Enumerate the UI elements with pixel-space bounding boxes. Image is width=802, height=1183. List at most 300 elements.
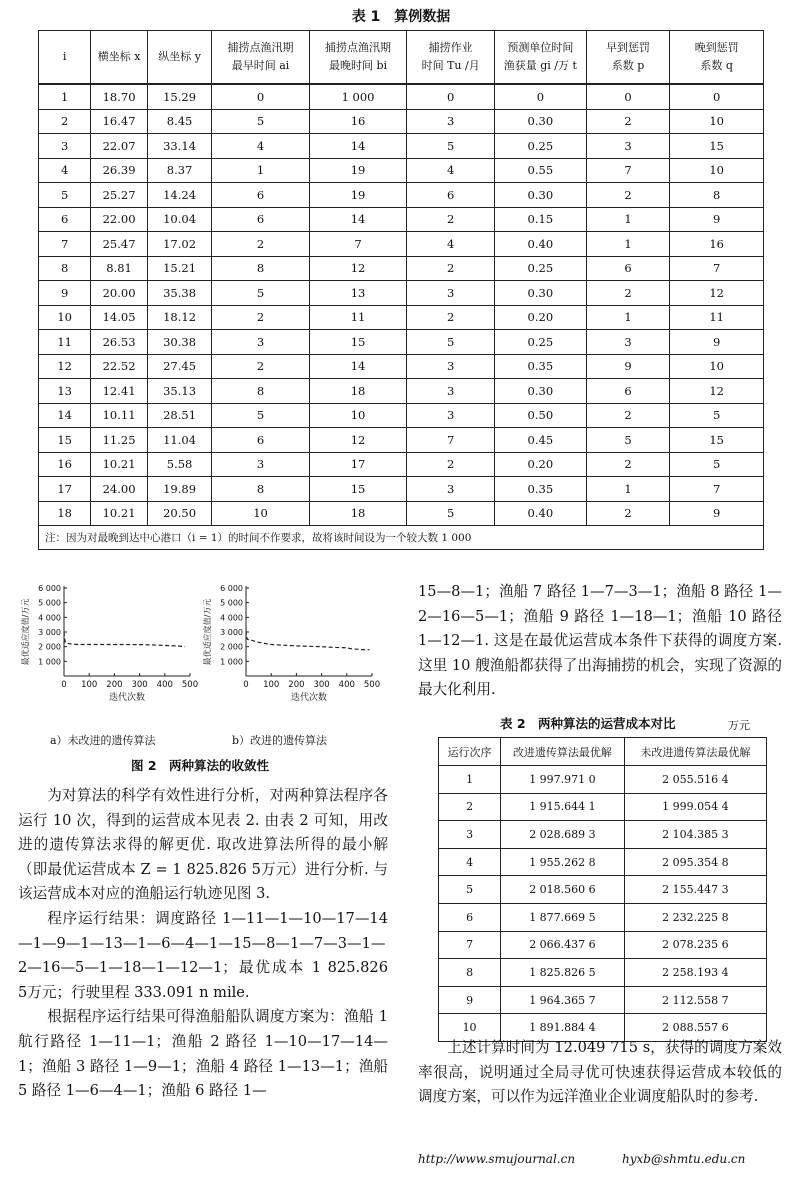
table1-cell: 0.30 <box>494 109 586 134</box>
table1-cell: 16.47 <box>91 109 148 134</box>
table1-cell: 8.45 <box>147 109 211 134</box>
table1-row <box>39 281 764 306</box>
table2-cell: 6 <box>439 903 501 931</box>
table1-cell: 2 <box>212 354 309 379</box>
table1-header-line1: i <box>62 50 67 63</box>
table2-cell: 2 055.516 4 <box>624 766 766 794</box>
table1-cell: 20.50 <box>147 501 211 526</box>
table1-cell: 0.45 <box>494 428 586 453</box>
table1-cell: 10 <box>39 305 91 330</box>
paragraph-3: 根据程序运行结果可得渔船船队调度方案为：渔船 1 航行路径 1—11—1；渔船 2 路径 1—10—17—14—1；渔船 3 路径 1—9—1；渔船 4 路径 1—13—1；渔船 5 路径 1—6—4—1；渔船 6 路径 1— <box>18 1008 388 1100</box>
table1-cell: 7 <box>670 256 764 281</box>
table1-cell: 6 <box>212 207 309 232</box>
chart-a-unimproved-ga <box>20 584 198 703</box>
table2-cell: 1 964.365 7 <box>501 986 625 1014</box>
table2-row <box>439 793 767 821</box>
table1-cell: 2 <box>586 183 670 208</box>
table1-row <box>39 354 764 379</box>
right-column-text-bottom: 上述计算时间为 12.049 715 s，获得的调度方案效率很高，说明通过全局寻优可快速获得运营成本较低的调度方案，可以作为远洋渔业企业调度船队时的参考. <box>418 1039 782 1106</box>
table2-caption: 表 2 两种算法的运营成本对比 <box>500 716 676 731</box>
table1-cell: 0.30 <box>494 183 586 208</box>
table1-cell: 26.39 <box>91 158 148 183</box>
table2-row <box>439 903 767 931</box>
table2-cell: 2 104.385 3 <box>624 821 766 849</box>
y-tick-label: 5 000 <box>38 598 61 608</box>
y-tick-label: 3 000 <box>38 628 61 637</box>
table2-cell: 1 877.669 5 <box>501 903 625 931</box>
table2-header-cell: 运行次序 <box>439 738 501 766</box>
table1-cell: 5 <box>212 281 309 306</box>
table2-cell: 2 078.235 6 <box>624 931 766 959</box>
table1-cell: 7 <box>670 477 764 502</box>
table1-cell: 5 <box>212 403 309 428</box>
table2-cell: 1 <box>439 766 501 794</box>
table1-cell: 6 <box>407 183 495 208</box>
figure2-charts <box>18 578 398 718</box>
table1-header-line2: 系数 p <box>611 59 645 72</box>
table1-cell: 14 <box>309 207 407 232</box>
table2-cell: 2 018.560 6 <box>501 876 625 904</box>
table1-cell: 16 <box>670 232 764 257</box>
table2-body <box>439 766 767 1042</box>
table1-cell: 0.25 <box>494 330 586 355</box>
table1-cell: 16 <box>309 109 407 134</box>
table1-cell: 8 <box>670 183 764 208</box>
table2-cell: 1 999.054 4 <box>624 793 766 821</box>
table2-row <box>439 931 767 959</box>
table1-cell: 10.04 <box>147 207 211 232</box>
table2-cell: 1 955.262 8 <box>501 848 625 876</box>
table1-cell: 18.70 <box>91 84 148 109</box>
table2-cell: 2 155.447 3 <box>624 876 766 904</box>
table1-cell: 5 <box>407 501 495 526</box>
table1-cell: 12 <box>670 379 764 404</box>
table1-header-line1: 捕捞作业 <box>428 41 473 54</box>
table1-cell: 10.21 <box>91 452 148 477</box>
table1-cell: 3 <box>39 134 91 159</box>
table2-cell: 2 028.689 3 <box>501 821 625 849</box>
table1-cell: 35.13 <box>147 379 211 404</box>
table2-header-row <box>439 738 767 766</box>
table1-cell: 8.37 <box>147 158 211 183</box>
table1-cell: 27.45 <box>147 354 211 379</box>
table1-cell: 9 <box>670 207 764 232</box>
table2-cell: 1 891.884 4 <box>501 1014 625 1042</box>
table1-cell: 11.25 <box>91 428 148 453</box>
x-tick-label: 400 <box>338 680 355 690</box>
x-tick-label: 500 <box>181 680 199 690</box>
table2-cell: 2 088.557 6 <box>624 1014 766 1042</box>
table1-cell: 7 <box>586 158 670 183</box>
table1-row <box>39 452 764 477</box>
table1-header-line1: 捕捞点渔汛期 <box>227 41 294 54</box>
table1-cell: 0.30 <box>494 281 586 306</box>
table1-cell: 14 <box>309 354 407 379</box>
table1-header-line2: 最早时间 ai <box>231 59 290 72</box>
table1-cell: 0.40 <box>494 501 586 526</box>
table1-cell: 12 <box>670 281 764 306</box>
table1-cell: 9 <box>670 501 764 526</box>
table1-header-line1: 晚到惩罚 <box>694 41 739 54</box>
table1-cell: 24.00 <box>91 477 148 502</box>
table1-cell: 1 000 <box>309 84 407 109</box>
table1-cell: 0 <box>407 84 495 109</box>
table1-header-cell <box>407 31 495 85</box>
table1-cell: 26.53 <box>91 330 148 355</box>
table1-cell: 2 <box>407 452 495 477</box>
table1-cell: 10 <box>309 403 407 428</box>
table1-cell: 1 <box>586 232 670 257</box>
table1-cell: 15 <box>309 330 407 355</box>
table1-header-line1: 预测单位时间 <box>507 41 574 54</box>
table1-cell: 1 <box>39 84 91 109</box>
table2-cell: 2 095.354 8 <box>624 848 766 876</box>
table1-cell: 0.25 <box>494 256 586 281</box>
table1-cell: 8 <box>212 379 309 404</box>
table1-cell: 10 <box>670 109 764 134</box>
table1-cell: 22.52 <box>91 354 148 379</box>
table1-cell: 10 <box>212 501 309 526</box>
table1-cell: 0.20 <box>494 305 586 330</box>
x-tick-label: 300 <box>131 680 148 690</box>
table1-cell: 2 <box>586 109 670 134</box>
series-line <box>246 631 370 650</box>
table1-cell: 19 <box>309 183 407 208</box>
left-column-text <box>18 784 388 1104</box>
figure2-caption: 图 2 两种算法的收敛性 <box>130 758 270 773</box>
x-tick-label: 300 <box>313 680 330 690</box>
y-axis-label: 最优适应度值/万元 <box>21 598 30 666</box>
table1-cell: 19.89 <box>147 477 211 502</box>
table1-header-cell <box>309 31 407 85</box>
y-axis-label: 最优适应度值/万元 <box>203 598 212 666</box>
table1-cell: 35.38 <box>147 281 211 306</box>
table1-cell: 33.14 <box>147 134 211 159</box>
table1-cell: 3 <box>212 452 309 477</box>
table1-cell: 14.24 <box>147 183 211 208</box>
x-tick-label: 400 <box>156 680 173 690</box>
table1-caption: 表 1 算例数据 <box>351 9 451 25</box>
table1-cell: 3 <box>586 330 670 355</box>
table1-note: 注：因为对最晚到达中心港口（i = 1）的时间不作要求，故将该时间设为一个较大数 1 000 <box>39 526 764 550</box>
table1-cell: 20.00 <box>91 281 148 306</box>
table1-cell: 6 <box>586 379 670 404</box>
table1-cell: 13 <box>39 379 91 404</box>
table1-cell: 19 <box>309 158 407 183</box>
table1-header-cell <box>494 31 586 85</box>
table1-cell: 17.02 <box>147 232 211 257</box>
table1-cell: 12 <box>309 428 407 453</box>
table1-cell: 28.51 <box>147 403 211 428</box>
table1-cell: 11 <box>309 305 407 330</box>
table1-header-line2: 系数 q <box>700 59 733 72</box>
table1-cell: 22.00 <box>91 207 148 232</box>
table1-cell: 14 <box>39 403 91 428</box>
table1-cell: 22.07 <box>91 134 148 159</box>
table1-cell: 5 <box>212 109 309 134</box>
table1-cell: 12 <box>309 256 407 281</box>
table2-cell: 10 <box>439 1014 501 1042</box>
table1-header-cell <box>586 31 670 85</box>
table2-header-cell: 未改进遗传算法最优解 <box>624 738 766 766</box>
table1-cell: 6 <box>212 183 309 208</box>
y-tick-label: 2 000 <box>220 642 243 652</box>
table1-cell: 3 <box>407 109 495 134</box>
table2-cell: 1 825.826 5 <box>501 959 625 987</box>
table1-row <box>39 330 764 355</box>
x-tick-label: 500 <box>363 680 381 690</box>
y-tick-label: 3 000 <box>220 628 243 637</box>
table2-cell: 7 <box>439 931 501 959</box>
series-line <box>64 632 185 647</box>
table1-row <box>39 428 764 453</box>
x-tick-label: 200 <box>288 680 305 690</box>
table1-cell: 18 <box>309 379 407 404</box>
figure2-sub-b: b）改进的遗传算法 <box>232 734 328 747</box>
table1 <box>38 30 764 550</box>
table1-cell: 17 <box>39 477 91 502</box>
table1-cell: 1 <box>586 305 670 330</box>
x-tick-label: 100 <box>81 680 98 690</box>
table1-cell: 18 <box>39 501 91 526</box>
table1-row <box>39 379 764 404</box>
table1-cell: 10 <box>670 158 764 183</box>
table1-row <box>39 207 764 232</box>
table1-header-line2: 最晚时间 bi <box>329 59 388 72</box>
table1-row <box>39 305 764 330</box>
table1-cell: 11 <box>39 330 91 355</box>
table1-cell: 2 <box>586 281 670 306</box>
table1-row <box>39 109 764 134</box>
table1-cell: 10 <box>670 354 764 379</box>
chart-b-improved-ga <box>202 584 380 703</box>
y-tick-label: 1 000 <box>38 657 61 667</box>
x-axis-label: 迭代次数 <box>290 693 328 703</box>
table1-row <box>39 477 764 502</box>
table1-cell: 0.15 <box>494 207 586 232</box>
table1-row <box>39 501 764 526</box>
table1-cell: 0.35 <box>494 477 586 502</box>
table1-cell: 9 <box>670 330 764 355</box>
table1-cell: 7 <box>407 428 495 453</box>
table1-cell: 4 <box>212 134 309 159</box>
table2-header-cell: 改进遗传算法最优解 <box>501 738 625 766</box>
table1-cell: 3 <box>407 403 495 428</box>
table1-cell: 2 <box>407 207 495 232</box>
table1-note-row <box>39 526 764 550</box>
paragraph-1: 为对算法的科学有效性进行分析，对两种算法程序各运行 10 次，得到的运营成本见表 2. 由表 2 可知，用改进的遗传算法求得的解更优. 取改进算法所得的最小解（即最优运营成本 Z = 1 825.826 5万元）进行分析. 与该运营成本对应的渔船运行轨迹见图 3. <box>18 787 388 903</box>
table1-cell: 0.55 <box>494 158 586 183</box>
table1-cell: 13 <box>309 281 407 306</box>
table1-cell: 11 <box>670 305 764 330</box>
paragraph-2: 程序运行结果：调度路径 1—11—1—10—17—14—1—9—1—13—1—6—4—1—15—8—1—7—3—1—2—16—5—1—18—1—12—1；最优成本 1 825.826 5万元；行驶里程 333.091 n mile. <box>18 909 388 1001</box>
table1-cell: 5 <box>586 428 670 453</box>
table1-header-row <box>39 31 764 85</box>
table1-cell: 7 <box>309 232 407 257</box>
table2-unit: 万元 <box>728 719 750 732</box>
table2-cell: 2 066.437 6 <box>501 931 625 959</box>
table2-cell: 9 <box>439 986 501 1014</box>
table2-cell: 4 <box>439 848 501 876</box>
table2-cell: 3 <box>439 821 501 849</box>
table1-cell: 5 <box>670 452 764 477</box>
table1-cell: 6 <box>39 207 91 232</box>
table1-cell: 0.40 <box>494 232 586 257</box>
table2-cell: 8 <box>439 959 501 987</box>
table2-cell: 2 232.225 8 <box>624 903 766 931</box>
table1-cell: 4 <box>407 232 495 257</box>
table1-cell: 3 <box>212 330 309 355</box>
y-tick-label: 6 000 <box>38 584 61 593</box>
table1-cell: 3 <box>407 379 495 404</box>
table1-cell: 5.58 <box>147 452 211 477</box>
table1-cell: 10.21 <box>91 501 148 526</box>
table2-cell: 1 915.644 1 <box>501 793 625 821</box>
table1-cell: 1 <box>586 477 670 502</box>
x-tick-label: 200 <box>106 680 123 690</box>
x-axis-label: 迭代次数 <box>108 693 146 703</box>
x-tick-label: 100 <box>263 680 280 690</box>
table1-cell: 11.04 <box>147 428 211 453</box>
y-tick-label: 6 000 <box>220 584 243 593</box>
table1-cell: 6 <box>586 256 670 281</box>
table1-cell: 4 <box>407 158 495 183</box>
table1-cell: 2 <box>586 501 670 526</box>
table2-row <box>439 766 767 794</box>
table1-cell: 5 <box>407 330 495 355</box>
table2-row <box>439 959 767 987</box>
table1-cell: 15 <box>670 428 764 453</box>
y-tick-label: 5 000 <box>220 598 243 608</box>
table1-cell: 8 <box>212 256 309 281</box>
table2-cell: 2 258.193 4 <box>624 959 766 987</box>
table1-cell: 2 <box>212 232 309 257</box>
table2-cell: 1 997.971 0 <box>501 766 625 794</box>
table1-cell: 14.05 <box>91 305 148 330</box>
footer-url: http://www.smujournal.cn <box>418 1152 576 1166</box>
table1-header-line1: 捕捞点渔汛期 <box>325 41 392 54</box>
table1-cell: 0.20 <box>494 452 586 477</box>
table2 <box>438 737 767 1042</box>
table1-cell: 12.41 <box>91 379 148 404</box>
table1-cell: 0.30 <box>494 379 586 404</box>
table1-header-cell <box>670 31 764 85</box>
table1-cell: 0.25 <box>494 134 586 159</box>
y-tick-label: 4 000 <box>220 613 243 623</box>
table1-cell: 1 <box>586 207 670 232</box>
table1-cell: 8 <box>212 477 309 502</box>
table2-row <box>439 986 767 1014</box>
table1-cell: 5 <box>670 403 764 428</box>
table1-cell: 7 <box>39 232 91 257</box>
table1-row <box>39 183 764 208</box>
table1-cell: 15.21 <box>147 256 211 281</box>
footer-email: hyxb@shmtu.edu.cn <box>622 1152 746 1166</box>
table1-header-cell <box>147 31 211 85</box>
table1-cell: 30.38 <box>147 330 211 355</box>
table1-cell: 4 <box>39 158 91 183</box>
x-tick-label: 0 <box>243 680 249 690</box>
table1-cell: 17 <box>309 452 407 477</box>
table1-cell: 15 <box>39 428 91 453</box>
table1-cell: 16 <box>39 452 91 477</box>
table1-cell: 0.35 <box>494 354 586 379</box>
table1-cell: 2 <box>212 305 309 330</box>
table1-cell: 9 <box>586 354 670 379</box>
table1-cell: 3 <box>407 477 495 502</box>
table2-cell: 2 <box>439 793 501 821</box>
table1-cell: 0 <box>670 84 764 109</box>
table2-cell: 5 <box>439 876 501 904</box>
table1-header-line2: 渔获量 gi /万 t <box>503 59 577 72</box>
table1-row <box>39 256 764 281</box>
table1-cell: 18.12 <box>147 305 211 330</box>
table1-row <box>39 403 764 428</box>
table1-cell: 0.50 <box>494 403 586 428</box>
table1-header-cell <box>91 31 148 85</box>
table1-body <box>39 84 764 550</box>
table1-cell: 0 <box>494 84 586 109</box>
table1-cell: 0 <box>586 84 670 109</box>
table1-cell: 25.27 <box>91 183 148 208</box>
table1-cell: 14 <box>309 134 407 159</box>
table1-row <box>39 232 764 257</box>
table1-header-cell <box>212 31 309 85</box>
table1-cell: 12 <box>39 354 91 379</box>
table1-header-line1: 纵坐标 y <box>158 50 201 63</box>
table1-cell: 5 <box>39 183 91 208</box>
table2-row <box>439 876 767 904</box>
table2-cell: 2 112.558 7 <box>624 986 766 1014</box>
y-tick-label: 2 000 <box>38 642 61 652</box>
table1-cell: 15 <box>309 477 407 502</box>
table1-header-line2: 时间 Tu /月 <box>421 59 480 72</box>
table1-cell: 0 <box>212 84 309 109</box>
table1-cell: 3 <box>407 281 495 306</box>
table1-header-line1: 横坐标 x <box>97 50 141 63</box>
table1-cell: 25.47 <box>91 232 148 257</box>
table1-cell: 1 <box>212 158 309 183</box>
table2-row <box>439 848 767 876</box>
table1-cell: 18 <box>309 501 407 526</box>
table1-cell: 5 <box>407 134 495 159</box>
x-tick-label: 0 <box>61 680 67 690</box>
table1-header-cell <box>39 31 91 85</box>
table1-cell: 15 <box>670 134 764 159</box>
table1-row <box>39 84 764 109</box>
figure2-sub-a: a）未改进的遗传算法 <box>50 734 156 747</box>
table1-cell: 3 <box>407 354 495 379</box>
table1-cell: 9 <box>39 281 91 306</box>
table1-row <box>39 158 764 183</box>
table1-cell: 2 <box>586 452 670 477</box>
table1-cell: 2 <box>407 305 495 330</box>
table1-cell: 10.11 <box>91 403 148 428</box>
y-tick-label: 1 000 <box>220 657 243 667</box>
table1-cell: 8.81 <box>91 256 148 281</box>
table1-cell: 15.29 <box>147 84 211 109</box>
table1-cell: 2 <box>39 109 91 134</box>
table1-row <box>39 134 764 159</box>
table2-row <box>439 821 767 849</box>
table1-header-line1: 早到惩罚 <box>606 41 651 54</box>
table1-cell: 6 <box>212 428 309 453</box>
table1-cell: 2 <box>586 403 670 428</box>
table1-cell: 3 <box>586 134 670 159</box>
table1-cell: 2 <box>407 256 495 281</box>
right-column-text-top: 15—8—1；渔船 7 路径 1—7—3—1；渔船 8 路径 1—2—16—5—1；渔船 9 路径 1—18—1；渔船 10 路径 1—12—1. 这是在最优运营成本条件下获得的调度方案. 这里 10 艘渔船都获得了出海捕捞的机会，实现了资源的最大化利用. <box>418 583 782 699</box>
y-tick-label: 4 000 <box>38 613 61 623</box>
